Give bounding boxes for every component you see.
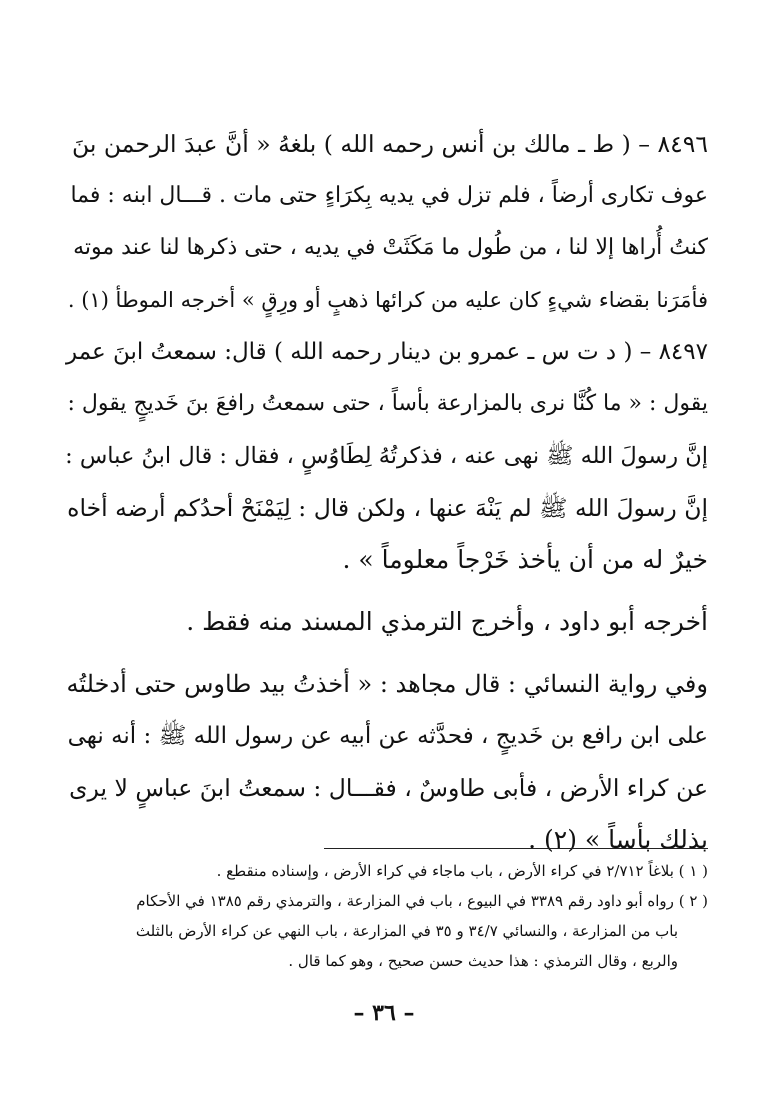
footnote-2-line-1: ( ٢ ) رواه أبو داود رقم ٣٣٨٩ في البيوع ، باب في المزارعة ، والترمذي رقم ١٣٨٥ في الأحكام <box>136 892 708 910</box>
page-number: – ٣٦ – <box>353 1000 415 1026</box>
paragraph-gap <box>60 586 708 596</box>
footnote-2-line-3: والربع ، وقال الترمذي : هذا حديث حسن صحيح ، وهو كما قال . <box>288 952 678 970</box>
nasai-narration-line-4: بذلك بأساً » (٢) . <box>528 825 708 854</box>
hadith-8497-line-5: خيرٌ له من أن يأخذ خَرْجاً معلوماً » . <box>342 545 708 574</box>
footnote-separator <box>324 848 708 849</box>
footnote-1: ( ١ ) بلاغاً ٢/٧١٢ في كراء الأرض ، باب ماجاء في كراء الأرض ، وإسناده منقطع . <box>216 862 708 880</box>
nasai-narration-line-1: وفي رواية النسائي : قال مجاهد : « أخذتُ بيد طاوس حتى أدخلتُه <box>66 670 708 698</box>
takhrij-line: أخرجه أبو داود ، وأخرج الترمذي المسند منه فقط . <box>186 607 708 636</box>
main-text <box>60 118 708 866</box>
nasai-narration-line-2: على ابن رافع بن خَديجٍ ، فحدَّثه عن أبيه عن رسول الله ﷺ : أنه نهى <box>67 723 708 749</box>
hadith-8496-line-3: كنتُ أُراها إلا لنا ، من طُول ما مَكَثَتْ في يديه ، حتى ذكرها لنا عند موته <box>73 235 708 260</box>
paragraph-gap <box>60 648 708 658</box>
nasai-narration-line-3: عن كراء الأرض ، فأبى طاوسٌ ، فقـــال : سمعتُ ابنَ عباسٍ لا يرى <box>69 774 708 802</box>
hadith-8497-line-3: إنَّ رسولَ الله ﷺ نهى عنه ، فذكرتُهُ لِطَاوُسٍ ، فقال : قال ابنُ عباس : <box>65 443 708 469</box>
hadith-8496-line-1: ٨٤٩٦ – ( ط ـ مالك بن أنس رحمه الله ) بلغهُ « أنَّ عبدَ الرحمن بنَ <box>72 130 708 158</box>
hadith-8496-line-2: عوف تكارى أرضاً ، فلم تزل في يديه بِكرَاءٍ حتى مات . قـــال ابنه : فما <box>70 183 708 208</box>
hadith-8497-line-4: إنَّ رسولَ الله ﷺ لم يَنْهَ عنها ، ولكن قال : لِيَمْنَحْ أحدُكم أرضه أخاه <box>67 494 708 522</box>
footnote-2-line-2: باب من المزارعة ، والنسائي ٣٤/٧ و ٣٥ في المزارعة ، باب النهي عن كراء الأرض بالثلث <box>135 922 678 940</box>
hadith-8496-line-4: فأمَرَنا بقضاء شيءٍ كان عليه من كرائها ذهبٍ أو ورِقٍ » أخرجه الموطأ (١) . <box>67 288 708 312</box>
hadith-8497-line-2: يقول : « ما كُنَّا نرى بالمزارعة بأساً ، حتى سمعتُ رافعَ بنَ خَديجٍ يقول : <box>67 391 708 416</box>
hadith-8497-line-1: ٨٤٩٧ – ( د ت س ـ عمرو بن دينار رحمه الله ) قال: سمعتُ ابنَ عمر <box>66 339 708 365</box>
footnotes <box>60 856 708 976</box>
